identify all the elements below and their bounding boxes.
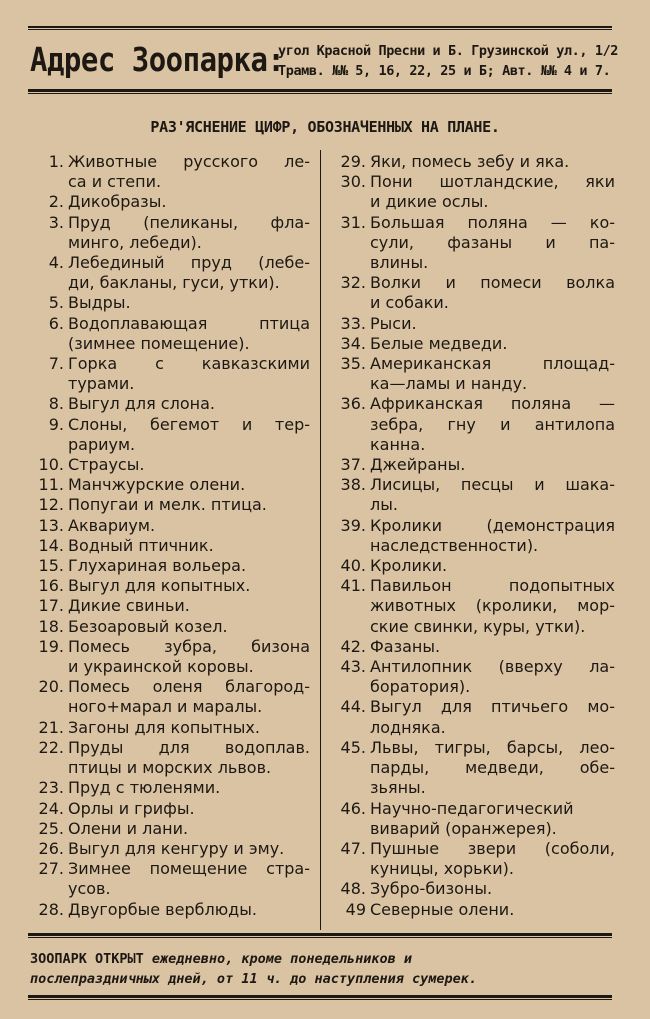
address-line-1: угол Красной Пресни и Б. Грузинской ул., 1/2	[278, 43, 619, 59]
legend-item-text	[68, 778, 310, 798]
legend-item-line: Павильон подопытных	[370, 576, 615, 596]
legend-item-number: 13.	[38, 515, 64, 535]
legend-item-number: 24.	[38, 798, 64, 818]
legend-item-line: наследственности).	[370, 535, 539, 555]
legend-item-line: Помесь оленя благород-	[68, 677, 310, 697]
legend-item-text	[68, 192, 310, 212]
legend-item-number: 19.	[38, 636, 64, 656]
legend-item-number: 49	[345, 899, 366, 919]
legend-item	[330, 273, 615, 313]
legend-item-number: 1.	[48, 152, 64, 171]
legend-item	[330, 738, 615, 799]
legend-item-number: 5.	[48, 293, 64, 313]
legend-item-line: Пруд (пеликаны, фла-	[68, 212, 310, 232]
legend-item-text	[370, 213, 615, 274]
legend-item-number: 17.	[38, 596, 64, 616]
legend-item-line: Большая поляна — ко-	[370, 212, 615, 232]
legend-item-number: 20.	[38, 677, 64, 697]
legend-item-line: Выгул для птичьего мо-	[370, 697, 615, 717]
legend-item-line: Двугорбые верблюды.	[68, 899, 257, 919]
legend-item-text	[68, 253, 310, 293]
legend-item-line: ди, бакланы, гуси, утки).	[68, 273, 280, 293]
legend-item-number: 44.	[340, 697, 366, 717]
legend-item-text	[68, 556, 310, 576]
legend-item-text	[68, 677, 310, 717]
legend-item-line: Выгул для копытных.	[68, 576, 251, 596]
legend-item-number: 14.	[38, 535, 64, 555]
legend-item-number: 28.	[38, 899, 64, 919]
legend-item-number: 33.	[340, 313, 366, 333]
legend-item	[32, 718, 310, 738]
legend-item-number: 9.	[48, 414, 64, 434]
legend-item-line: (зимнее помещение).	[68, 333, 250, 353]
legend-item	[330, 657, 615, 697]
legend-item-line: ские свинки, куры, утки).	[370, 616, 586, 636]
legend-item-line: зьяны.	[370, 778, 426, 798]
legend-item-number: 3.	[48, 212, 64, 232]
legend-item-text	[68, 213, 310, 253]
legend-item	[32, 617, 310, 637]
legend-item-line: Страусы.	[68, 455, 145, 475]
legend-item	[330, 799, 615, 839]
legend-item-line: Выдры.	[68, 293, 131, 313]
legend-item-line: Животные русского ле-	[68, 152, 310, 171]
legend-item-line: Американская площад-	[370, 354, 615, 374]
legend-item-number: 43.	[340, 657, 366, 677]
bottom-rule-thin	[28, 999, 612, 1000]
legend-item-number: 4.	[48, 253, 64, 273]
legend-item-line: Львы, тигры, барсы, лео-	[370, 737, 615, 757]
legend-item	[32, 213, 310, 253]
legend-item	[330, 314, 615, 334]
legend-item-text	[370, 556, 615, 576]
legend-item-line: Аквариум.	[68, 515, 156, 535]
legend-item-number: 6.	[48, 313, 64, 333]
legend-item-line: ного+марал и маралы.	[68, 697, 263, 717]
footer-rule-thin	[28, 937, 612, 938]
address-label: Адрес Зоопарка:	[30, 40, 285, 80]
legend-item-number: 31.	[340, 212, 366, 232]
top-rule	[28, 26, 612, 28]
legend-item-line: Попугаи и мелк. птица.	[68, 495, 267, 515]
legend-item-number: 46.	[340, 798, 366, 818]
legend-item	[330, 697, 615, 737]
legend-item-number: 30.	[340, 172, 366, 192]
legend-item	[330, 475, 615, 515]
legend-item-line: Фазаны.	[370, 636, 441, 656]
legend-item-text	[68, 475, 310, 495]
legend-item-text	[370, 354, 615, 394]
legend-item	[32, 455, 310, 475]
legend-item-line: зебра, гну и антилопа	[370, 414, 615, 434]
footer-line-2: послепраздничных дней, от 11 ч. до наступления сумерек.	[30, 971, 478, 987]
legend-item	[330, 900, 615, 920]
legend-item-line: Пушные звери (соболи,	[370, 838, 615, 858]
legend-item	[330, 354, 615, 394]
legend-item	[32, 596, 310, 616]
list-title: РАЗ'ЯСНЕНИЕ ЦИФР, ОБОЗНАЧЕННЫХ НА ПЛАНЕ.	[150, 118, 500, 136]
legend-item-line: Белые медведи.	[370, 333, 508, 353]
legend-item-number: 21.	[38, 717, 64, 737]
legend-item-line: Яки, помесь зебу и яка.	[370, 152, 570, 171]
legend-item-line: Водоплавающая птица	[68, 313, 310, 333]
legend-item-text	[370, 637, 615, 657]
legend-item-text	[370, 334, 615, 354]
legend-item-text	[68, 738, 310, 778]
legend-item-number: 36.	[340, 394, 366, 414]
legend-item-number: 40.	[340, 556, 366, 576]
legend-item	[32, 293, 310, 313]
legend-item-number: 29.	[340, 152, 366, 171]
legend-item-line: турами.	[68, 374, 135, 394]
legend-item-line: Горка с кавказскими	[68, 354, 310, 374]
legend-item-text	[68, 576, 310, 596]
legend-item-number: 12.	[38, 495, 64, 515]
legend-item-line: Слоны, бегемот и тер-	[68, 414, 310, 434]
legend-item-text	[68, 455, 310, 475]
legend-item-text	[68, 152, 310, 192]
legend-item-number: 35.	[340, 354, 366, 374]
legend-item-line: Олени и лани.	[68, 818, 189, 838]
legend-item	[330, 576, 615, 637]
footer-rule	[28, 933, 612, 936]
legend-item-text	[68, 293, 310, 313]
legend-item-text	[68, 637, 310, 677]
legend-item-line: животных (кролики, мор-	[370, 596, 615, 616]
address-line-2: Трамв. №№ 5, 16, 22, 25 и Б; Авт. №№ 4 и 7.	[278, 63, 611, 79]
legend-item-text	[370, 172, 615, 212]
legend-item-line: Научно-педагогический	[370, 798, 574, 818]
legend-item-line: канна.	[370, 434, 426, 454]
legend-item-line: Безоаровый козел.	[68, 616, 228, 636]
legend-item	[32, 516, 310, 536]
legend-item-line: Пони шотландские, яки	[370, 172, 615, 192]
legend-item-line: Северные олени.	[370, 899, 515, 919]
legend-item-number: 39.	[340, 515, 366, 535]
footer-line-1	[30, 951, 412, 967]
legend-item-line: куницы, хорьки).	[370, 859, 514, 879]
legend-item	[32, 900, 310, 920]
legend-item	[32, 475, 310, 495]
legend-item-line: Рыси.	[370, 313, 417, 333]
legend-item-number: 37.	[340, 455, 366, 475]
opening-hours-text-1: ежедневно, кроме понедельников и	[143, 951, 413, 967]
legend-item-number: 22.	[38, 737, 64, 757]
legend-item-line: Волки и помеси волка	[370, 273, 615, 293]
legend-item-line: Дикие свиньи.	[68, 596, 190, 616]
legend-column-left	[32, 152, 310, 920]
legend-item-number: 18.	[38, 616, 64, 636]
legend-item-text	[370, 273, 615, 313]
legend-item-number: 27.	[38, 859, 64, 879]
legend-item-line: Манчжурские олени.	[68, 475, 246, 495]
legend-item	[330, 152, 615, 172]
legend-item-number: 25.	[38, 818, 64, 838]
legend-item-text	[68, 536, 310, 556]
legend-item-line: Пруд с тюленями.	[68, 778, 221, 798]
legend-item-line: Выгул для кенгуру и эму.	[68, 838, 285, 858]
legend-item	[330, 516, 615, 556]
legend-item-text	[370, 879, 615, 899]
legend-item	[330, 213, 615, 274]
legend-item-line: Загоны для копытных.	[68, 717, 260, 737]
legend-item-text	[68, 819, 310, 839]
legend-item-line: Орлы и грифы.	[68, 798, 195, 818]
legend-item	[32, 576, 310, 596]
legend-item-number: 42.	[340, 636, 366, 656]
legend-item-line: боратория).	[370, 677, 471, 697]
column-divider	[320, 150, 321, 930]
legend-item-line: Африканская поляна —	[370, 394, 615, 414]
legend-item-text	[370, 900, 615, 920]
legend-item-text	[68, 394, 310, 414]
legend-item-line: Кролики.	[370, 556, 448, 576]
legend-item-text	[68, 354, 310, 394]
legend-item-line: сули, фазаны и па-	[370, 232, 615, 252]
legend-item-line: Лебединый пруд (лебе-	[68, 253, 310, 273]
legend-item-number: 7.	[48, 354, 64, 374]
legend-item	[32, 738, 310, 778]
legend-item-line: минго, лебеди).	[68, 232, 202, 252]
legend-item-text	[68, 495, 310, 515]
legend-item	[330, 334, 615, 354]
legend-item-line: и украинской коровы.	[68, 657, 254, 677]
legend-item-line: са и степи.	[68, 172, 162, 192]
legend-item-number: 41.	[340, 576, 366, 596]
legend-item-text	[370, 455, 615, 475]
legend-item-line: Кролики (демонстрация	[370, 515, 615, 535]
legend-item-text	[68, 859, 310, 899]
legend-item-text	[370, 799, 615, 839]
legend-item-text	[370, 516, 615, 556]
legend-item	[32, 354, 310, 394]
legend-item-line: рариум.	[68, 434, 136, 454]
header-rule-thin	[28, 93, 612, 94]
legend-item-line: Глухариная вольера.	[68, 556, 247, 576]
legend-item-number: 10.	[38, 455, 64, 475]
legend-item	[32, 839, 310, 859]
legend-item-line: Дикобразы.	[68, 192, 167, 212]
legend-item-text	[68, 718, 310, 738]
legend-item-line: Водный птичник.	[68, 535, 214, 555]
legend-item-line: Джейраны.	[370, 455, 466, 475]
legend-item	[32, 799, 310, 819]
legend-item-text	[68, 799, 310, 819]
header-rule	[28, 89, 612, 92]
legend-item	[330, 172, 615, 212]
legend-item-line: парды, медведи, обе-	[370, 758, 615, 778]
legend-item-number: 11.	[38, 475, 64, 495]
legend-item-text	[370, 697, 615, 737]
legend-item-text	[370, 152, 615, 172]
legend-item-number: 47.	[340, 838, 366, 858]
legend-item-number: 48.	[340, 879, 366, 899]
legend-item-number: 2.	[48, 192, 64, 212]
legend-item-text	[68, 839, 310, 859]
legend-item-text	[370, 738, 615, 799]
legend-item	[32, 394, 310, 414]
legend-item-text	[370, 314, 615, 334]
legend-item	[330, 637, 615, 657]
legend-item-number: 26.	[38, 838, 64, 858]
legend-item-number: 15.	[38, 556, 64, 576]
legend-item	[32, 859, 310, 899]
legend-item-line: и дикие ослы.	[370, 192, 489, 212]
legend-item-text	[370, 657, 615, 697]
legend-item	[32, 253, 310, 293]
legend-item-number: 16.	[38, 576, 64, 596]
legend-item	[32, 415, 310, 455]
legend-item-line: Антилопник (вверху ла-	[370, 657, 615, 677]
legend-item-line: Лисицы, песцы и шака-	[370, 475, 615, 495]
legend-item-number: 34.	[340, 333, 366, 353]
legend-item-text	[370, 576, 615, 637]
legend-item-number: 23.	[38, 778, 64, 798]
legend-item-line: ка—ламы и нанду.	[370, 374, 528, 394]
legend-item-text	[370, 475, 615, 515]
legend-item-number: 32.	[340, 273, 366, 293]
opening-hours-heading: ЗООПАРК ОТКРЫТ	[30, 951, 144, 967]
bottom-rule	[28, 995, 612, 998]
legend-item-line: птицы и морских львов.	[68, 758, 272, 778]
legend-item-text	[68, 596, 310, 616]
top-rule-thin	[28, 29, 612, 30]
legend-item-text	[68, 900, 310, 920]
legend-item	[330, 394, 615, 455]
legend-item	[32, 677, 310, 717]
legend-item-line: Выгул для слона.	[68, 394, 215, 414]
legend-item	[330, 839, 615, 879]
legend-item-text	[370, 839, 615, 879]
legend-item-line: лодняка.	[370, 717, 446, 737]
legend-column-right	[330, 152, 615, 920]
legend-item	[32, 556, 310, 576]
legend-item-line: и собаки.	[370, 293, 449, 313]
legend-item-line: виварий (оранжерея).	[370, 818, 557, 838]
legend-item-line: Помесь зубра, бизона	[68, 636, 310, 656]
legend-item	[32, 152, 310, 192]
legend-item-number: 8.	[48, 394, 64, 414]
legend-item-line: лы.	[370, 495, 398, 515]
legend-item-text	[370, 394, 615, 455]
legend-item	[32, 314, 310, 354]
legend-item-line: Зубро-бизоны.	[370, 879, 493, 899]
legend-item-text	[68, 415, 310, 455]
legend-item	[32, 536, 310, 556]
legend-item	[330, 556, 615, 576]
legend-item	[32, 192, 310, 212]
legend-item	[32, 637, 310, 677]
legend-item	[330, 455, 615, 475]
legend-item-text	[68, 516, 310, 536]
legend-item-text	[68, 314, 310, 354]
legend-item	[32, 819, 310, 839]
legend-item	[32, 495, 310, 515]
legend-item-line: усов.	[68, 879, 111, 899]
legend-item-line: Пруды для водоплав.	[68, 737, 310, 757]
legend-item	[330, 879, 615, 899]
legend-item-number: 45.	[340, 737, 366, 757]
legend-item-line: Зимнее помещение стра-	[68, 859, 310, 879]
legend-item-line: влины.	[370, 253, 429, 273]
legend-item-number: 38.	[340, 475, 366, 495]
legend-item-text	[68, 617, 310, 637]
legend-item	[32, 778, 310, 798]
